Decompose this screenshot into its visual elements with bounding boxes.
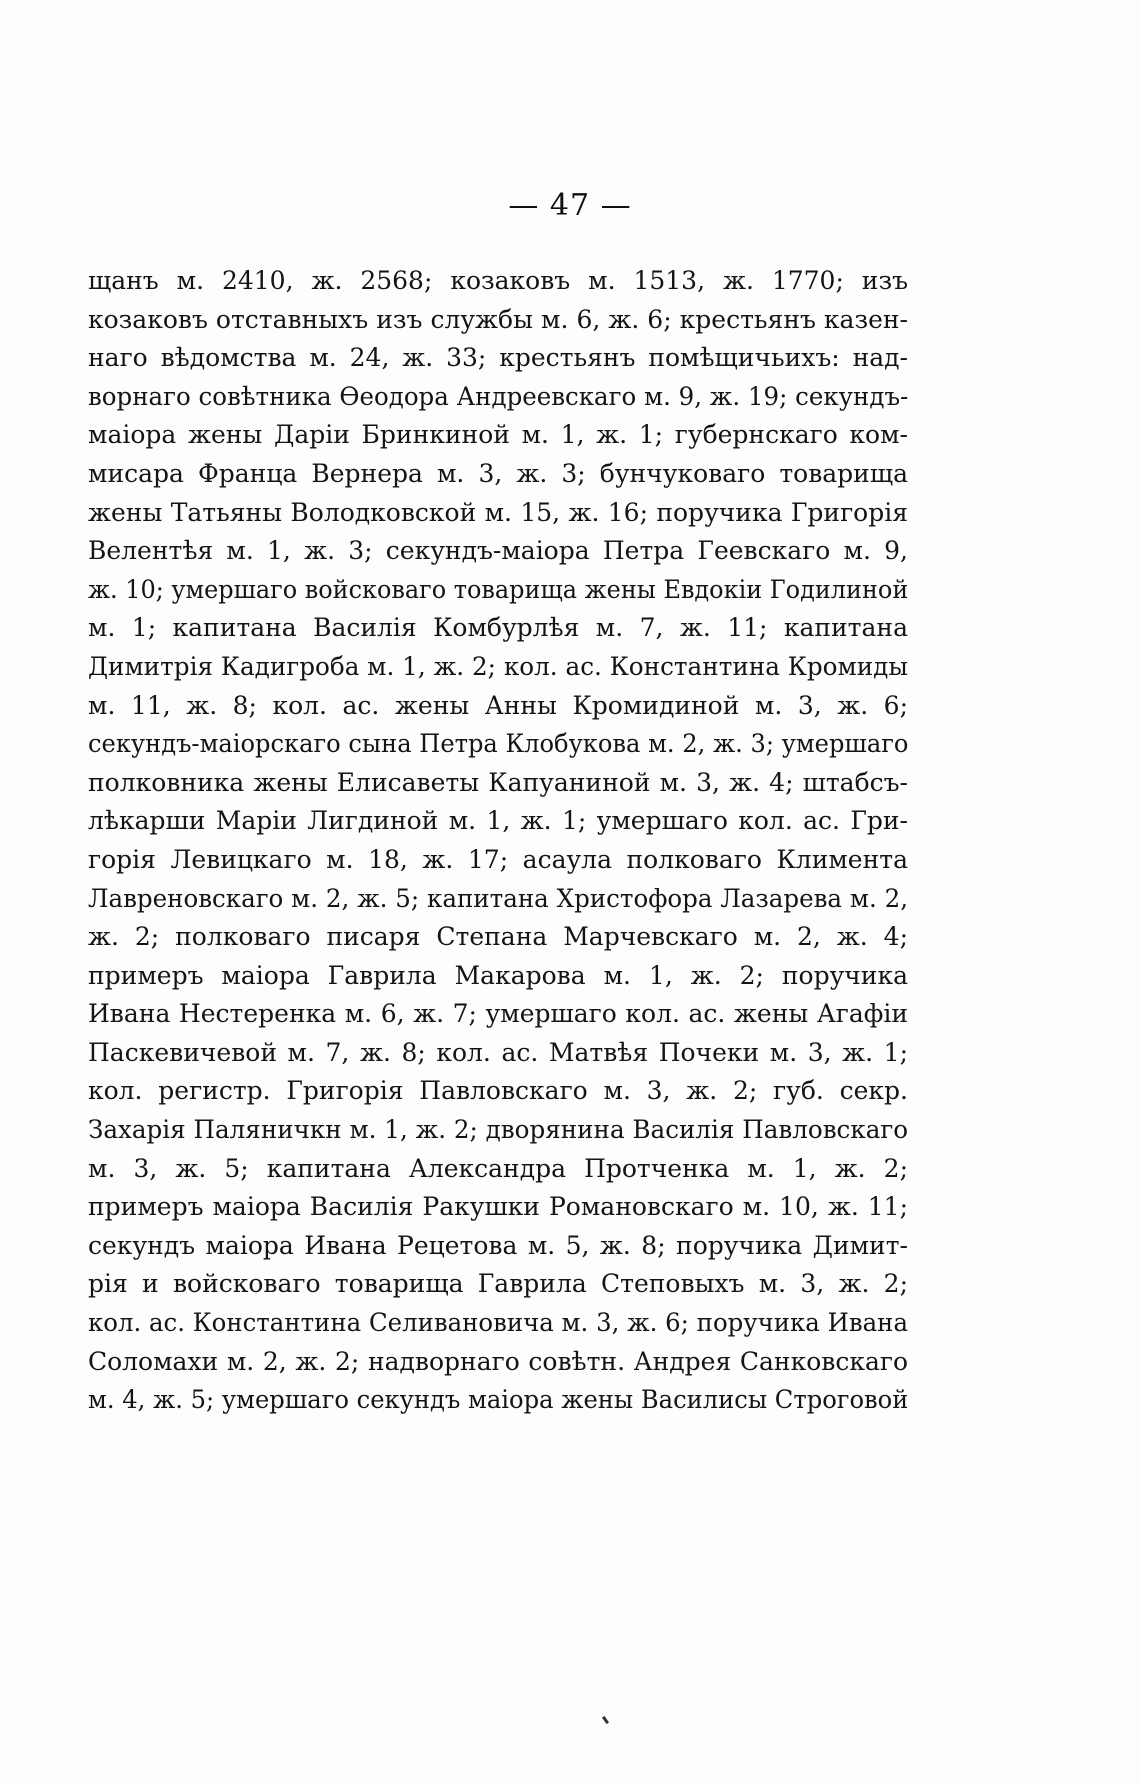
text-line: Ивана Нестеренка м. 6, ж. 7; умершаго кол. ас. жены Агафіи <box>88 999 908 1029</box>
text-line: щанъ м. 2410, ж. 2568; козаковъ м. 1513, ж. 1770; изъ <box>88 266 908 295</box>
text-line: горія Левицкаго м. 18, ж. 17; асаула полковаго Климента <box>88 844 908 874</box>
page-number: — 47 — <box>508 188 632 223</box>
text-line: ж. 10; умершаго войсковаго товарища жены Евдокіи Годилиной <box>88 574 908 604</box>
text-line: наго вѣдомства м. 24, ж. 33; крестьянъ помѣщичьихъ: над- <box>88 343 908 373</box>
text-line: м. 11, ж. 8; кол. ас. жены Анны Кромидиной м. 3, ж. 6; <box>88 690 908 720</box>
text-line: м. 4, ж. 5; умершаго секундъ маіора жены Василисы Строговой <box>88 1385 908 1415</box>
text-line: ж. 2; полковаго писаря Степана Марчевскаго м. 2, ж. 4; <box>88 922 908 952</box>
text-line: лѣкарши Маріи Лигдиной м. 1, ж. 1; умершаго кол. ас. Гри- <box>88 806 908 836</box>
text-line: козаковъ отставныхъ изъ службы м. 6, ж. 6; крестьянъ казен- <box>88 304 908 334</box>
text-line: Димитрія Кадигроба м. 1, ж. 2; кол. ас. Константина Кромиды <box>88 651 908 681</box>
text-line: жены Татьяны Володковской м. 15, ж. 16; поручика Григорія <box>88 497 908 527</box>
text-line: полковника жены Елисаветы Капуаниной м. 3, ж. 4; штабсъ- <box>88 767 908 797</box>
text-line: м. 1; капитана Василія Комбурлѣя м. 7, ж. 11; капитана <box>88 613 908 643</box>
text-line: Велентѣя м. 1, ж. 3; секундъ-маіора Петра Геевскаго м. 9, <box>88 536 908 566</box>
text-line: рія и войсковаго товарища Гаврила Степовыхъ м. 3, ж. 2; <box>88 1269 908 1299</box>
text-line: Паскевичевой м. 7, ж. 8; кол. ас. Матвѣя Почеки м. 3, ж. 1; <box>88 1037 908 1067</box>
text-line: примеръ маіора Василія Ракушки Романовскаго м. 10, ж. 11; <box>88 1192 908 1222</box>
text-line: маіора жены Даріи Бринкиной м. 1, ж. 1; губернскаго ком- <box>88 420 908 450</box>
text-line: кол. регистр. Григорія Павловскаго м. 3, ж. 2; губ. секр. <box>88 1076 908 1106</box>
text-line: Захарія Паляничкн м. 1, ж. 2; дворянина Василія Павловскаго <box>88 1115 908 1145</box>
text-line: Соломахи м. 2, ж. 2; надворнаго совѣтн. Андрея Санковскаго <box>88 1346 908 1376</box>
text-line: примеръ маіора Гаврила Макарова м. 1, ж. 2; поручика <box>88 960 908 990</box>
text-line: секундъ-маіорскаго сына Петра Клобукова м. 2, ж. 3; умершаго <box>88 729 908 759</box>
text-line: м. 3, ж. 5; капитана Александра Протченка м. 1, ж. 2; <box>88 1153 908 1183</box>
text-line: Лавреновскаго м. 2, ж. 5; капитана Христофора Лазарева м. 2, <box>88 883 908 913</box>
body-text <box>88 262 908 1420</box>
text-line: мисара Франца Вернера м. 3, ж. 3; бунчуковаго товарища <box>88 458 908 488</box>
stray-ink-mark <box>602 1716 609 1724</box>
text-line: секундъ маіора Ивана Рецетова м. 5, ж. 8; поручика Димит- <box>88 1230 908 1260</box>
text-line: ворнаго совѣтника Ѳеодора Андреевскаго м. 9, ж. 19; секундъ- <box>88 381 908 411</box>
text-line: кол. ас. Константина Селивановича м. 3, ж. 6; поручика Ивана <box>88 1308 908 1338</box>
